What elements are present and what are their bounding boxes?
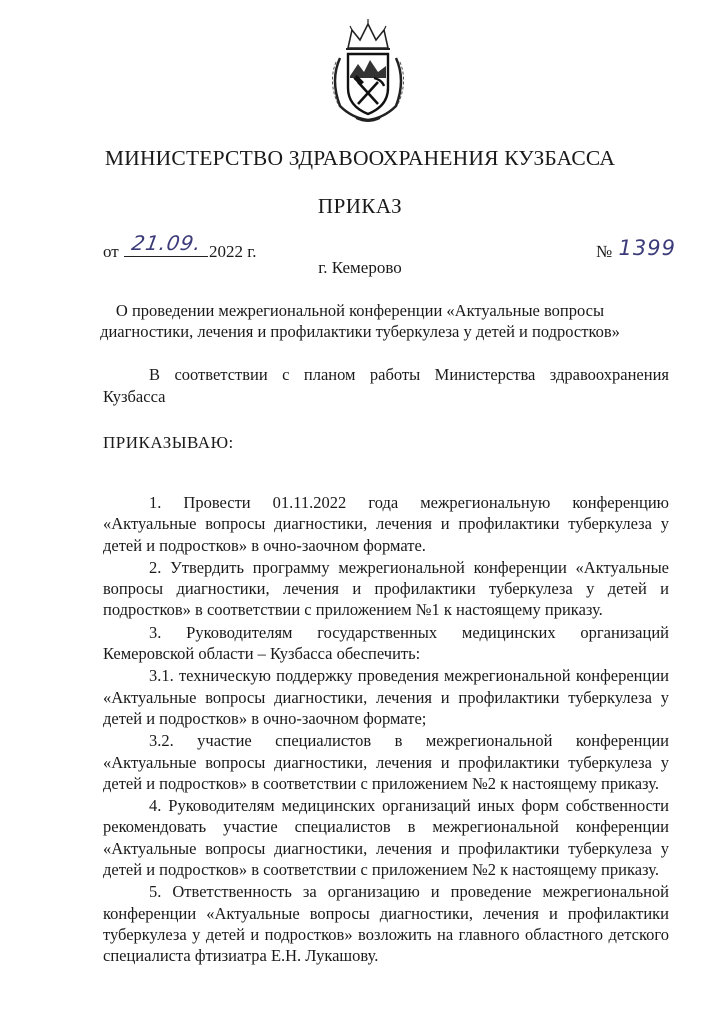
document-type: ПРИКАЗ: [317, 194, 403, 218]
item-3: 3. Руководителям государственных медицинских организаций Кемеровской области – Кузбасса обеспечить:: [103, 622, 669, 664]
item-3-1: 3.1. техническую поддержку проведения межрегиональной конференции «Актуальные вопросы диагностики, лечения и профилактики туберкулеза у детей и подростков» в очно-заочном формате;: [103, 666, 669, 728]
item-5: 5. Ответственность за организацию и проведение межрегиональной конференции «Актуальные вопросы диагностики, лечения и профилактики туберкулеза у детей и подростков» возложить на главного областного детского специалиста фтизиатра Е.Н. Лукашову.: [103, 882, 669, 966]
order-word: ПРИКАЗЫВАЮ:: [103, 433, 234, 452]
handwritten-number: 1399: [618, 236, 676, 260]
order-items: [103, 492, 669, 968]
intro-paragraph: В соответствии с планом работы Министерства здравоохранения Кузбасса: [103, 365, 669, 406]
number-sign: №: [596, 242, 613, 261]
ministry-name: МИНИСТЕРСТВО ЗДРАВООХРАНЕНИЯ КУЗБАССА: [104, 146, 616, 170]
city: г. Кемерово: [318, 258, 402, 277]
date-year: 2022 г.: [208, 242, 257, 261]
order-title: О проведении межрегиональной конференции «Актуальные вопросы диагностики, лечения и профилактики туберкулеза у детей и подростков»: [100, 301, 620, 341]
item-3-2: 3.2. участие специалистов в межрегиональной конференции «Актуальные вопросы диагностики, лечения и профилактики туберкулеза у детей и подростков» в соответствии с приложением №2 к настоящему приказу.: [103, 731, 669, 793]
item-2: 2. Утвердить программу межрегиональной конференции «Актуальные вопросы диагностики, лечения и профилактики туберкулеза у детей и подростков» в соответствии с приложением №1 к настоящему приказу.: [103, 557, 669, 620]
date-field: [124, 231, 208, 257]
handwritten-date: 21.09.: [129, 231, 204, 255]
date-prefix: от: [103, 242, 119, 261]
coat-of-arms-emblem: [326, 18, 410, 124]
item-4: 4. Руководителям медицинских организаций иных форм собственности рекомендовать участие специалистов в межрегиональной конференции «Актуальные вопросы диагностики, лечения и профилактики туберкулеза у детей и подростков» в соответствии с приложением №2 к настоящему приказу.: [103, 796, 669, 880]
item-1: 1. Провести 01.11.2022 года межрегиональную конференцию «Актуальные вопросы диагностики, лечения и профилактики туберкулеза у детей и подростков» в очно-заочном формате.: [103, 493, 669, 555]
